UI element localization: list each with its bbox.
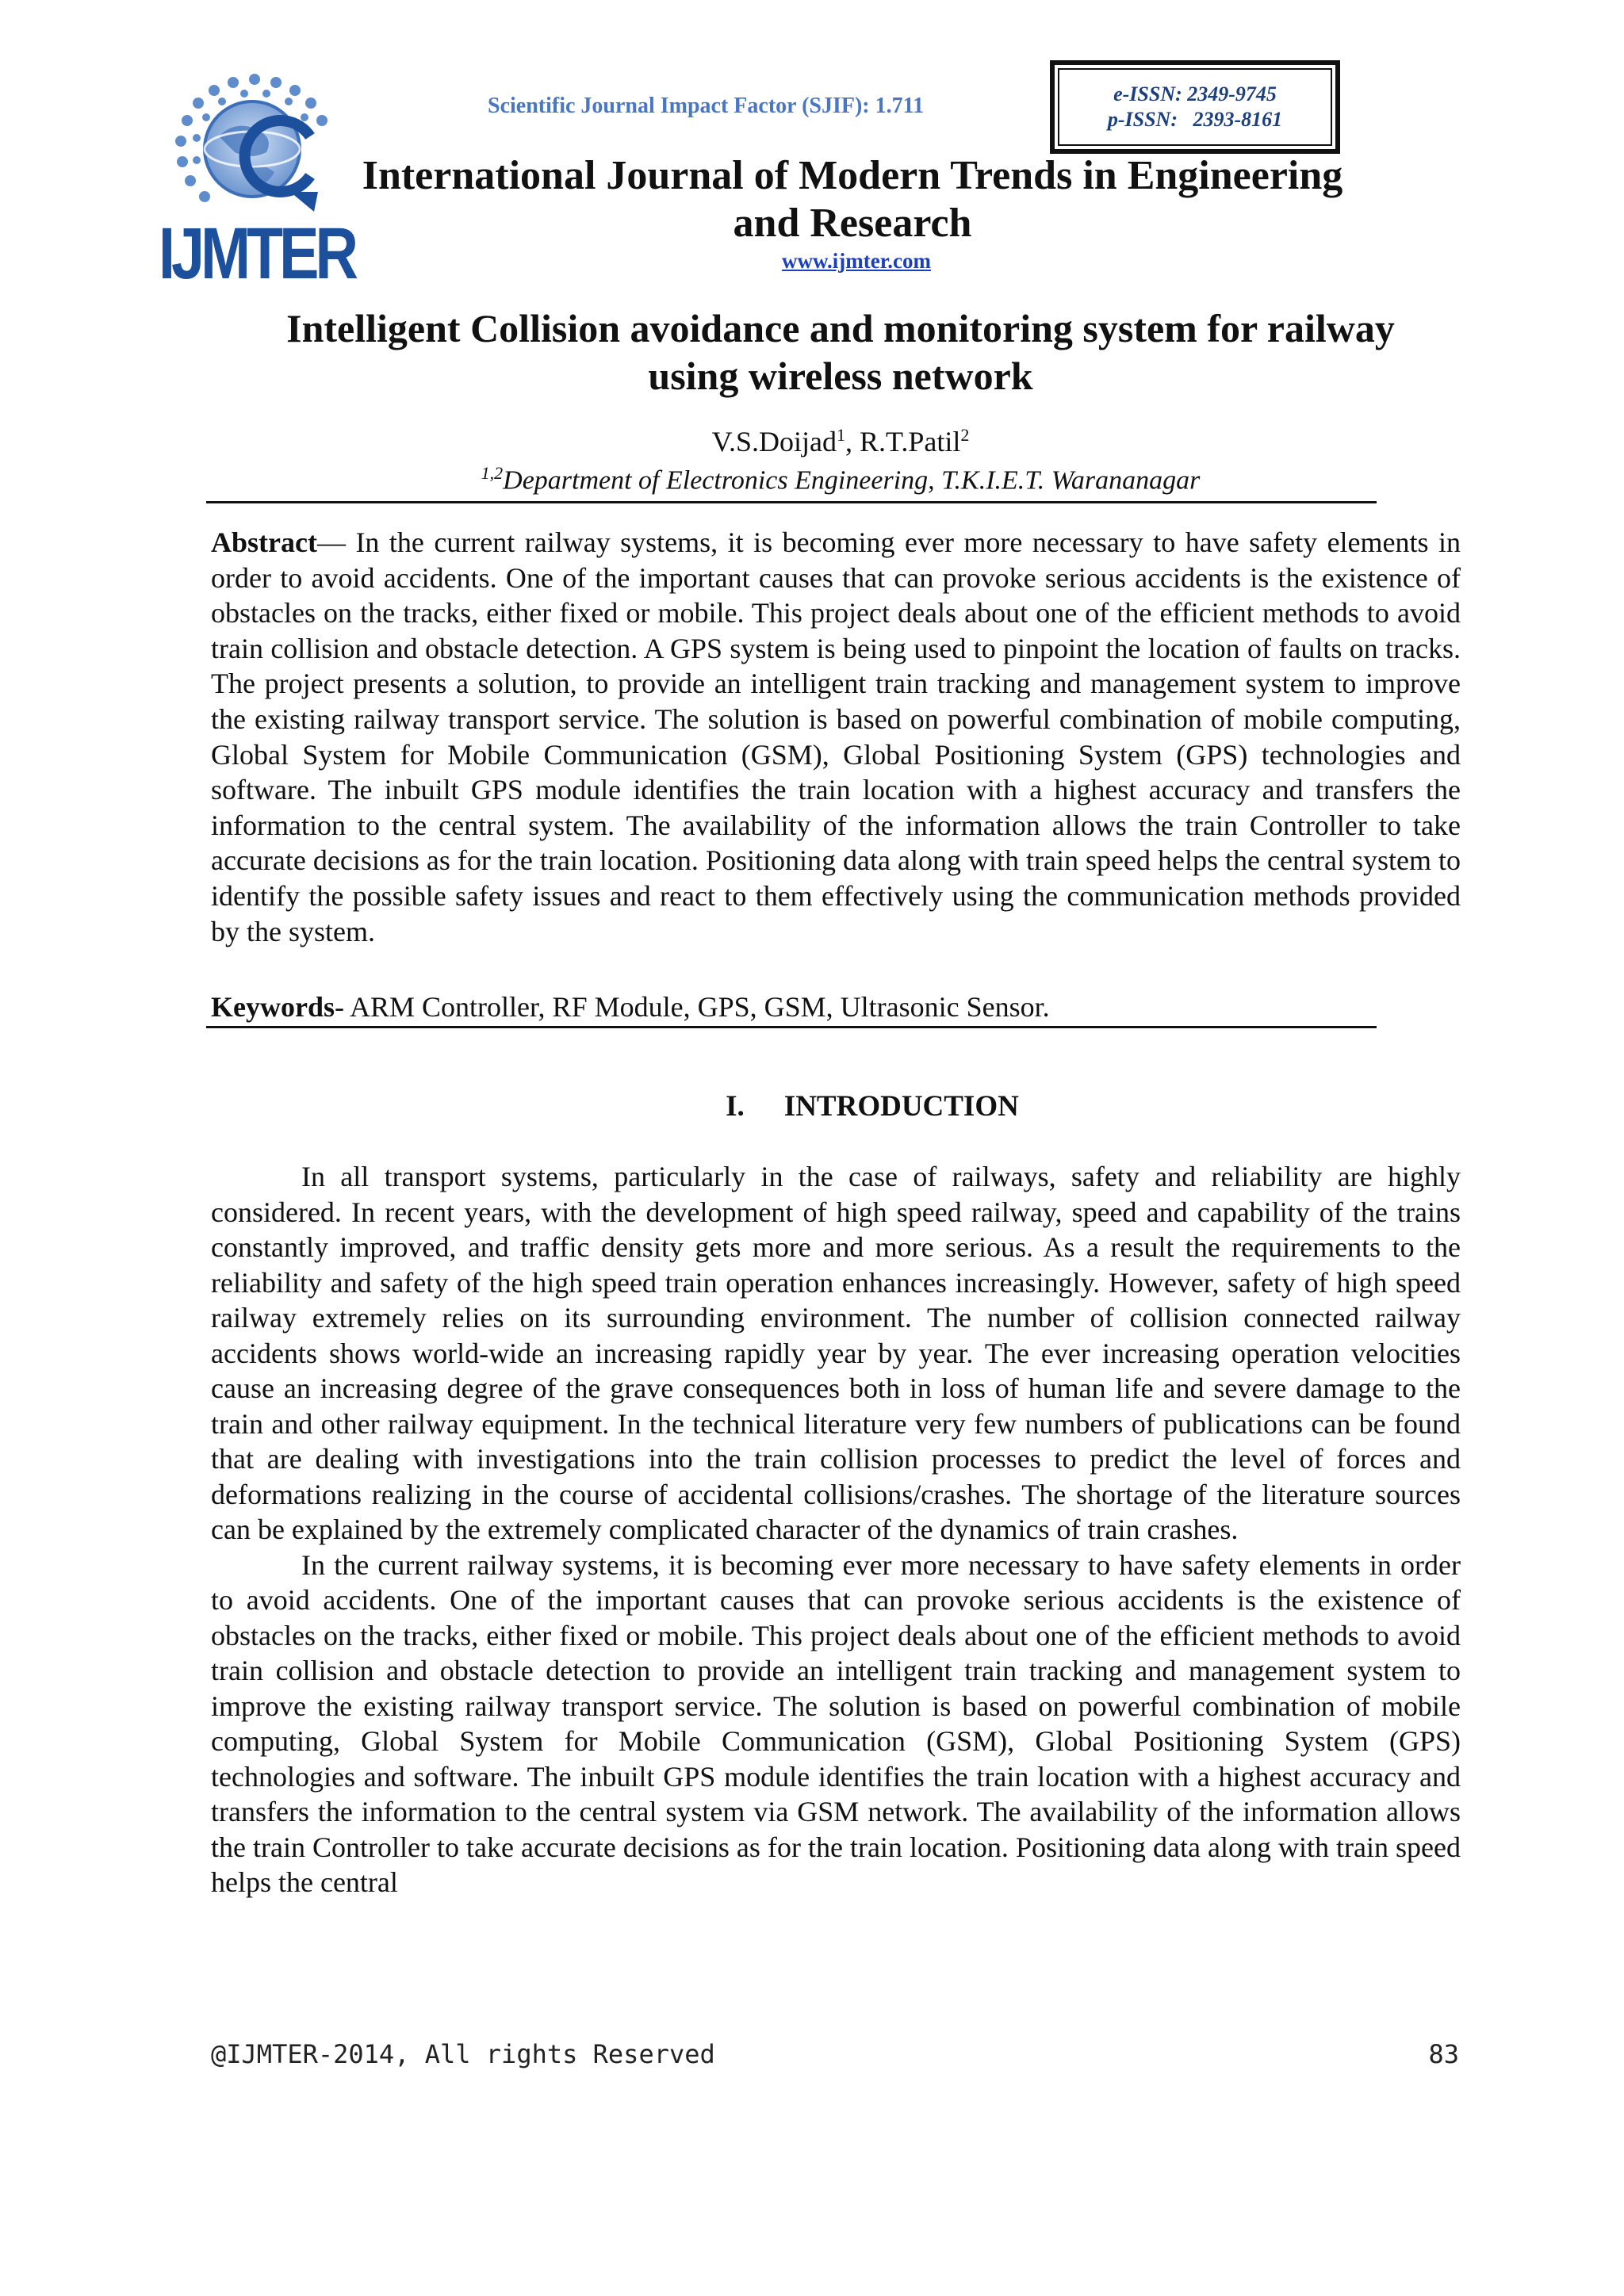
keywords-label: Keywords [211, 991, 335, 1023]
author-2: R.T.Patil [860, 426, 961, 457]
section-title: INTRODUCTION [783, 1090, 1019, 1123]
logo-text: IJMTER [159, 213, 355, 294]
affiliation: $^{1,2}$Department of Electronics Engineering, T.K.I.E.T. Warananagar [481, 463, 1201, 496]
keywords-text: - ARM Controller, RF Module, GPS, GSM, Ultrasonic Sensor. [335, 991, 1050, 1023]
abstract-bottom-rule [206, 1026, 1377, 1028]
keywords [211, 989, 1461, 1024]
p-issn: p-ISSN: 2393-8161 [1107, 108, 1283, 131]
paragraph: In the current railway systems, it is becoming ever more necessary to have safety elements in order to avoid accidents. One of the important causes that can provoke serious accidents is the existence of obstacles on the tracks, either fixed or mobile. This project deals about one of the efficient methods to avoid train collision and obstacle detection to provide an intelligent train tracking and management system to improve the existing railway transport service. The solution is based on powerful combination of mobile computing, Global System for Mobile Communication (GSM), Global Positioning System (GPS) technologies and software. The inbuilt GPS module identifies the train location with a highest accuracy and transfers the information to the central system via GSM network. The availability of the information allows the train Controller to take accurate decisions as for the train location. Positioning data along with train speed helps the central [211, 1548, 1461, 1898]
impact-factor: Scientific Journal Impact Factor (SJIF): 1.711 [488, 94, 925, 118]
abstract-label: Abstract [211, 526, 317, 558]
abstract-text: In the current railway systems, it is becoming ever more necessary to have safety elements in order to avoid accidents. One of the important causes that can provoke serious accidents is the existence of obstacles on the tracks, either fixed or mobile. This project deals about one of the efficient methods to avoid train collision and obstacle detection. A GPS system is being used to pinpoint the location of faults on tracks. The project presents a solution, to provide an intelligent train tracking and management system to improve the existing railway transport service. The solution is based on powerful combination of mobile computing, Global System for Mobile Communication (GSM), Global Positioning System (GPS) technologies and software. The inbuilt GPS module identifies the train location with a highest accuracy and transfers the information to the central system. The availability of the information allows the train Controller to take accurate decisions as for the train location. Positioning data along with train speed helps the central system to identify the possible safety issues and react to them effectively using the communication methods provided by the system. [211, 526, 1461, 947]
abstract-top-rule [206, 501, 1377, 503]
authors: V.S.Doijad$^1$, R.T.Patil$^2$ [711, 425, 970, 457]
footer-copyright: @IJMTER-2014, All rights Reserved [211, 2039, 715, 2069]
abstract: Abstract— In the current railway systems, it is becoming ever more necessary to have safety elements in order to avoid accidents. One of the important causes that can provoke serious accidents is the existence of obstacles on the tracks, either fixed or mobile. This project deals about one of the efficient methods to avoid train collision and obstacle detection. A GPS system is being used to pinpoint the location of faults on tracks. The project presents a solution, to provide an intelligent train tracking and management system to improve the existing railway transport service. The solution is based on powerful combination of mobile computing, Global System for Mobile Communication (GSM), Global Positioning System (GPS) technologies and software. The inbuilt GPS module identifies the train location with a highest accuracy and transfers the information to the central system. The availability of the information allows the train Controller to take accurate decisions as for the train location. Positioning data along with train speed helps the central system to identify the possible safety issues and react to them effectively using the communication methods provided by the system. [211, 526, 1461, 947]
page-number: 83 [1428, 2039, 1459, 2069]
paragraph: In all transport systems, particularly in the case of railways, safety and reliability are highly considered. In recent years, with the development of high speed railway, speed and capability of the trains constantly improved, and traffic density gets more and more serious. As a result the requirements to the reliability and safety of the high speed train operation enhances increasingly. However, safety of high speed railway extremely relies on its surrounding environment. The number of collision connected railway accidents shows world-wide an increasing rapidly year by year. The ever increasing operation velocities cause an increasing degree of the grave consequences both in loss of human life and severe damage to the train and other railway equipment. In the technical literature very few numbers of publications can be found that are dealing with investigations into the train collision processes to predict the level of forces and deformations realizing in the course of accidental collisions/crashes. The shortage of the literature sources can be explained by the extremely complicated character of the dynamics of train crashes. [211, 1161, 1461, 1545]
e-issn: e-ISSN: 2349-9745 [1113, 82, 1277, 105]
journal-url-link[interactable]: www.ijmter.com [782, 249, 931, 273]
section-number: I. [726, 1090, 745, 1123]
section-heading [476, 1089, 1269, 1123]
introduction-body [211, 1159, 1461, 1900]
journal-title: International Journal of Modern Trends in Engineering and Research [362, 153, 1343, 246]
issn-box [1050, 60, 1340, 154]
paper-title: Intelligent Collision avoidance and monitoring system for railway using wireless network [286, 306, 1395, 398]
author-1: V.S.Doijad [711, 426, 837, 457]
